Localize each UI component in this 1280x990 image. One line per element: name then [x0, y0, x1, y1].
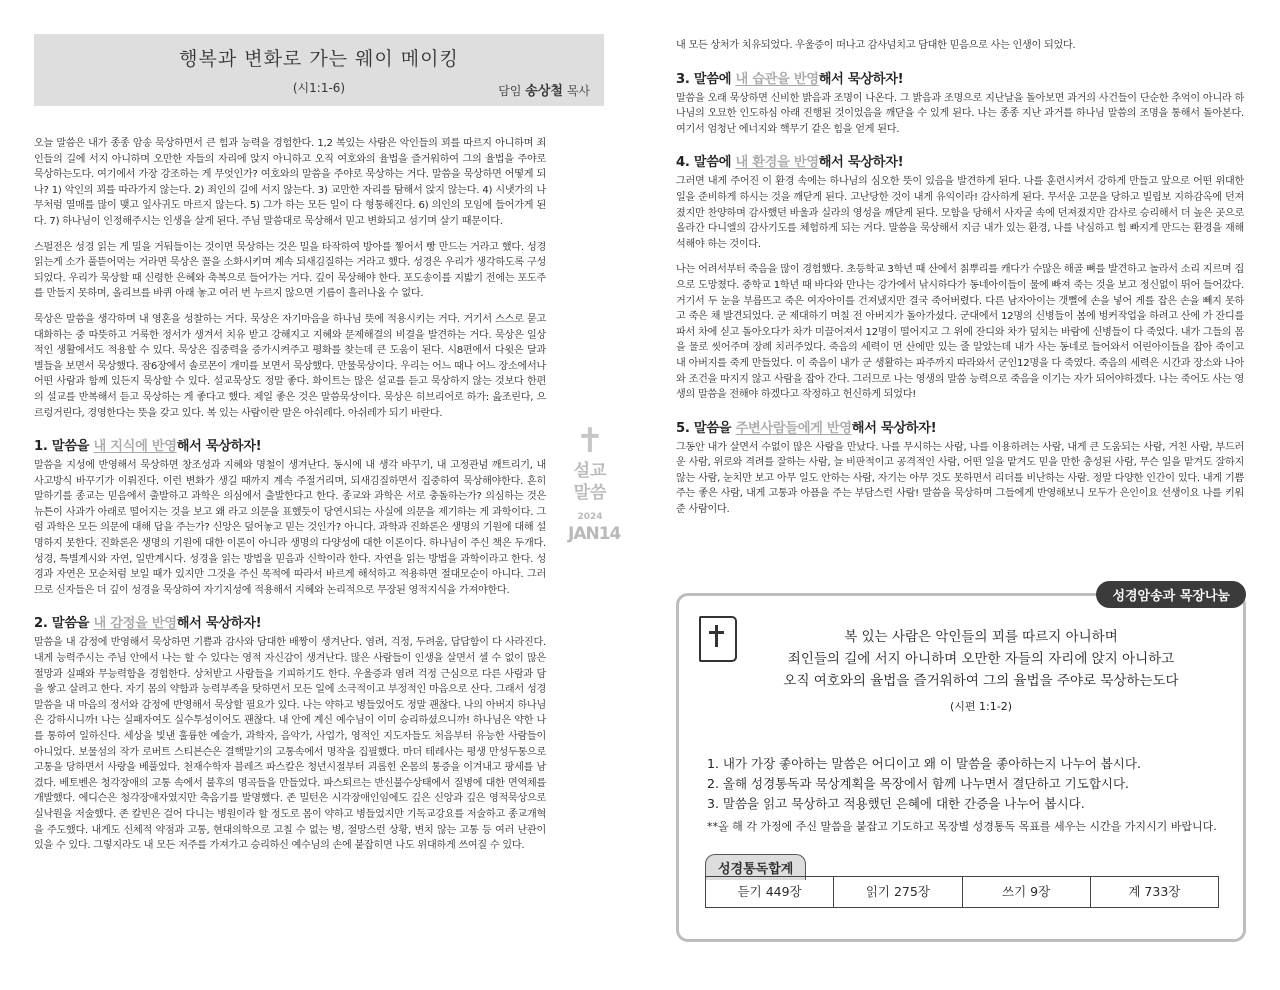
box-note: **올 해 각 가정에 주신 말씀을 붙잡고 기도하고 목장별 성경통독 목표를 세우는 시간을 가지시기 바랍니다.	[707, 820, 1217, 833]
total-sum: 계 733장	[1128, 884, 1181, 899]
reading-totals-row	[705, 876, 1219, 908]
section-4-text: 그러면 내게 주어진 이 환경 속에는 하나님의 심오한 뜻이 있음을 발견하게 된다. 나를 훈련시켜서 강하게 만들고 앞으로 어떤 위대한 일을 준비하게 하시는 것을 깨닫게 된다. 고난당한 것이 내게 유익이라! 감사하게 된다. 무서운 고문을 당하고 빌립보 지하감옥에 던져졌지만 찬양하며 감사했던 바울과 실라의 영성을 깨닫게 된다. 모함을 당해서 사자굴 속에 던져졌지만 감사로 승리해서 더 높은 곳으로 올라간 다니엘의 감사기도를 체험하게 되는 거다. 말씀을 묵상해서 지금 내가 있는 환경, 나를 낙심하고 힘 빠지게 만드는 환경을 재해석해야 하는 것이다.	[676, 176, 1244, 250]
sermon-header	[34, 34, 604, 106]
continued-line: 내 모든 상처가 치유되었다. 우울증이 떠나고 감사넘치고 담대한 믿음으로 사는 인생이 되었다.	[676, 40, 1076, 51]
intro-paragraph-2: 스펄전은 성경 읽는 게 밀을 거둬들이는 것이면 묵상하는 것은 밀을 타작하여 방아를 찧어서 빵 만드는 거라고 했다. 성경읽는게 소가 풀뜯어먹는 거라면 묵상은 꼴을 소화시키며 계속 되새김질하는 거라고 했다. 성경은 우리가 생각하도록 구성되었다. 우리가 묵상할 때 신령한 은혜와 축복으로 들어가는 거다. 깊이 묵상해야 한다. 포도송이를 지밟기 전에는 포도주를 만들지 못하며, 올리브를 바퀴 아래 놓고 여러 번 누르지 않으면 기름이 흘러나올 수 없다.	[34, 241, 546, 300]
author-role: 담임	[498, 84, 522, 98]
sermon-verse-ref: (시1:1-6)	[292, 81, 346, 95]
section-5-text: 그동안 내가 살면서 수없이 많은 사람을 만났다. 나를 무시하는 사람, 나를 이용하려는 사람, 내게 큰 도움되는 사람, 거친 사람, 부드러운 사람, 위로와 격려를 잘하는 사람, 늘 비판적이고 공격적인 사람, 어떤 일을 맡겨도 믿을 만한 충성된 사람, 무슨 일을 맡겨도 잘하지 않는 사람, 눈치만 보고 아무 일도 안하는 사람, 자기는 아무 것도 못하면서 리더를 비난하는 사람. 정말 다양한 인간이 있다. 내게 기쁨 주는 좋은 사람, 내게 고통과 아픔을 주는 부담스런 사람! 말씀을 묵상하며 그들에게 반영해보니 모두가 은인이요 선생이요 나를 키워준 사람이다.	[676, 441, 1244, 516]
memory-verse	[739, 626, 1223, 718]
sermon-author	[498, 80, 590, 99]
side-category: 설교 말씀	[573, 461, 607, 503]
author-name: 송상철	[525, 84, 563, 99]
right-page	[640, 0, 1280, 990]
reading-totals-label: 성경통독합계	[705, 854, 806, 880]
section-2-text: 말씀을 내 감정에 반영해서 묵상하면 기쁨과 감사와 담대한 배짱이 생겨난다. 염려, 걱정, 두려움, 답답함이 다 사라진다. 내게 능력주시는 주님 안에서 나는 할 수 있다는 영적 자신감이 생겨난다. 많은 사람들이 인생을 살면서 셀 수 없이 많은 절망과 실패와 무능력함을 경험한다. 상처받고 사람들을 기피하기도 한다. 우울증과 염려 걱정 근심으로 다른 사람과 담을 쌓고 살려고 한다. 자기 몸의 약함과 능력부족을 탓하면서 모든 일에 소극적이고 부정적인 마음으로 산다. 그래서 성경말씀을 내 마음의 정서와 감정에 반영해서 묵상할 필요가 있다. 나는 약하고 병들었어도 정말 괜찮다. 나의 아버지 하나님은 강하시니까! 나는 실패자여도 실수투성이어도 괜찮다. 내 안에 계신 예수님이 이미 승리하셨으니까! 하나님은 약한 나를 통하여 일하신다. 세상을 빛낸 훌륭한 예술가, 과학자, 음악가, 사업가, 영적인 지도자들도 처음부터 유능한 사람들이 아니었다. 보물섬의 작가 로버트 스티븐슨은 결핵말기의 고통속에서 명작을 집필했다. 마더 테레사는 평생 만성두통으로 고통을 당하면서 사랑을 베풀었다. 천재수학자 블레즈 파스칼은 청년시절부터 괴롭힌 온몸의 통증을 이겨내고 팡세를 남겼다. 베토벤은 청각장애의 고통 속에서 불후의 명곡들을 만들었다. 파스퇴르는 반신불수상태에서 질병에 대한 면역체를 개발했다. 에디슨은 청각장애자였지만 축음기를 발명했다. 존 밀턴은 시각장애인임에도 깊은 신앙과 깊은 영적묵상으로 실낙원을 저술했다. 존 칼빈은 걸어 다니는 병원이라 할 정도로 몸이 약하고 병들었지만 기독교강요를 저술하고 종교개혁을 주도했다. 내게도 신체적 약점과 고통, 현대의학으로 고칠 수 없는 병, 절망스런 상황, 변치 않는 고통 등 여러 난관이 있을 수 있다. 그렇지라도 내 모든 저주를 가져가고 승리하신 예수님의 손에 붙잡히면 나도 위대하게 쓰여질 수 있다.	[34, 637, 546, 852]
total-listen: 듣기 449장	[706, 877, 834, 907]
section-2-heading: 2. 말씀을 내 감정을 반영해서 묵상하자!	[34, 616, 262, 632]
section-5-heading: 5. 말씀을 주변사람들에게 반영해서 묵상하자!	[676, 420, 937, 436]
intro-paragraph-3: 묵상은 말씀을 생각하며 내 영혼을 성찰하는 거다. 묵상은 자기마음을 하나님 뜻에 적용시키는 거다. 거기서 스스로 묻고 대화하는 중 따뜻하고 거룩한 정서가 생겨서 치유 받고 강해지고 지혜와 문제해결의 비결을 발견하는 거다. 묵상은 일상적인 생활에서도 적용할 수 있다. 묵상은 집중력을 증가시켜주고 평화를 찾는데 큰 도움이 된다. 시8편에서 다윗은 달과 별들을 보면서 묵상했다. 잠6장에서 솔로몬이 개미를 보면서 묵상했다. 만물묵상이다. 우리는 어느 때나 어느 장소에서나 어떤 사람과 함께 있든지 묵상할 수 있다. 설교묵상도 정말 좋다. 화이트는 많은 설교를 듣고 묵상하지 않는 것보다 한편의 설교를 반복해서 듣고 묵상하는 게 좋다고 했다. 제일 좋은 것은 말씀묵상이다. 묵상은 히브리어로 하가: 읊조린다, 으르렁거린다, 경영한다는 뜻을 갖고 있다. 복 있는 사람이란 말은 아쉬레다. 아쉬레가 되기 바란다.	[34, 313, 546, 419]
left-page	[0, 0, 620, 990]
story-paragraph: 나는 어려서부터 죽음을 많이 경험했다. 초등학교 3학년 때 산에서 칡뿌리를 캐다가 수많은 해골 뼈를 발견하고 놀라서 소리 지르며 집으로 도망쳤다. 중학교 1학년 때 바다와 만나는 강가에서 낚시하다가 동네아이들이 물에 빠져 죽는 것을 보고 정신없이 뛰어 들어갔다. 거기서 두 눈을 부릅뜨고 죽은 여자아이를 건져냈지만 결국 죽어버렸다. 다른 남자아이는 갯뻘에 손을 넣어 게를 잡은 손을 빼지 못하고 죽은 채 발견되었다. 군 제대하기 며칠 전 아버지가 돌아가셨다. 군대에서 12명의 신병들이 봄에 벙커작업을 하려고 산에 가 잔디를 파서 차에 싣고 돌아오다가 차가 미끌어져서 12명이 떨어지고 그 위에 잔디와 차가 덮치는 바람에 신병들이 다 죽었다. 내가 그들의 몸을 물로 씻어주며 장례 치러주었다. 죽음의 세력이 먼 산에만 있는 줄 알았는데 내가 사는 동네로 들어와서 어린아이들을 잡아 죽이고 내 아버지를 죽게 만들었다. 이 죽음이 내가 군 생활하는 파주까지 따라와서 군인12명을 다 죽였다. 죽음의 세력은 시간과 장소와 나아와 조건을 따지지 않고 사람을 잡아 간다. 그러므로 나는 영생의 말씀 능력으로 죽음을 이기는 자가 되어야하겠다. 나는 죽어도 사는 영생의 말씀을 전해야 하겠다고 작정하고 헌신하게 되었다!	[676, 264, 1244, 401]
side-year: 2024	[577, 512, 603, 522]
intro-paragraph-1: 오늘 말씀은 내가 종종 암송 묵상하면서 큰 힘과 능력을 경험한다. 1,2 복있는 사람은 악인들의 꾀를 따르지 아니하며 죄인들의 길에 서지 아니하며 오만한 자들의 자리에 앉지 아니하고 오직 여호와의 율법을 즐거워하여 그의 율법을 주야로 묵상하는도다. 여기에서 가장 강조하는 게 무엇인가? 여호와의 말씀을 주야로 묵상하는 거다. 말씀을 묵상하면 어떻게 되나? 1) 악인의 꾀를 따라가지 않는다. 2) 죄인의 길에 서지 않는다. 3) 교만한 자리를 탐해서 앉지 않는다. 4) 시냇가의 나무처럼 열매를 많이 맺고 잎사귀도 마르지 않는다. 5) 그가 하는 모든 일이 다 형통해진다. 6) 의인의 모임에 들어가게 된다. 7) 하나님이 인정해주시는 인생을 살게 된다. 주님 말씀대로 묵상해서 믿고 변화되고 섬기며 살기 때문이다.	[34, 138, 546, 227]
sermon-title: 행복과 변화로 가는 웨이 메이킹	[179, 48, 459, 70]
section-1-text: 말씀을 지성에 반영해서 묵상하면 창조성과 지혜와 명철이 생겨난다. 동시에 내 생각 바꾸기, 내 고정관념 깨트리기, 내 사고방식 바꾸기가 이뤄진다. 이런 변화가 생길 때까지 계속 주절거리며, 되새김질하면서 집중하여 묵상해야한다. 흔히 말하기를 종교는 믿음에서 출발하고 과학은 의심에서 출발한다고 한다. 종교와 과학은 서로 충돌하는가? 의심하는 것은 뉴튼이 사과가 아래로 떨어지는 것을 보고 왜 라고 의문을 표했듯이 당연시되는 사실에 의문을 제기하는 게 과학이다. 그럼 과학은 모든 의문에 대해 답을 주는가? 신앙은 덮어놓고 믿는 것인가? 아니다. 과학과 진화론은 생명의 기원에 대해 설명하지 못한다. 진화론은 생명의 기원에 대한 이론이 아니라 생명의 다양성에 대한 이론이다. 하나님이 주신 책은 두개다. 성경, 특별계시와 자연, 일반계시다. 성경을 읽는 방법을 믿음과 신학이라 한다. 자연을 읽는 방법을 과학이라고 한다. 성경과 자연은 모순처럼 보일 때가 있지만 그것을 주신 목적에 따라서 바르게 해석하고 적용하면 절대모순이 아니다. 그러므로 신자들은 더 깊이 성경을 묵상하여 자기지성에 적용해서 지혜와 논리적으로 무장된 영적지식을 가져야한다.	[34, 460, 546, 596]
question-item: 3. 말씀을 읽고 묵상하고 적용했던 은혜에 대한 간증을 나누어 봅시다.	[707, 796, 1085, 811]
memory-line: 오직 여호와의 율법을 즐거워하여 그의 율법을 주야로 묵상하는도다	[783, 673, 1179, 689]
memory-verse-ref: (시편 1:1-2)	[949, 700, 1012, 713]
right-body	[676, 38, 1244, 528]
sermon-side-label	[568, 421, 621, 544]
question-item: 1. 내가 가장 좋아하는 말씀은 어디이고 왜 이 말씀을 좋아하는지 나누어 봅시다.	[707, 756, 1141, 771]
discussion-questions	[707, 754, 1223, 814]
total-read: 읽기 275장	[834, 877, 962, 907]
section-1-heading: 1. 말씀을 내 지식에 반영해서 묵상하자!	[34, 439, 262, 455]
author-title: 목사	[566, 84, 590, 98]
total-write: 쓰기 9장	[963, 877, 1091, 907]
side-date: JAN14	[568, 524, 621, 544]
sermon-body	[34, 136, 546, 864]
section-3-heading: 3. 말씀에 내 습관을 반영해서 묵상하자!	[676, 71, 904, 87]
section-4-heading: 4. 말씀에 내 환경을 반영해서 묵상하자!	[676, 155, 904, 171]
box-title-badge: 성경암송과 목장나눔	[1096, 581, 1246, 608]
memorization-sharing-box	[676, 589, 1246, 942]
section-3-text: 말씀을 오래 묵상하면 신비한 밝음과 조명이 나온다. 그 밝음과 조명으로 지난날을 돌아보면 과거의 사건들이 단순한 추억이 아니라 하나님의 오묘한 인도하심 아래 진행된 것이었음을 깨닫을 수 있게 된다. 나는 종종 지난 과거를 하나님 말씀의 조명을 통해서 돌아본다. 여기서 엄청난 에너지와 핵무기 같은 힘을 얻게 된다.	[676, 92, 1244, 135]
question-item: 2. 올해 성경통독과 묵상계획을 목장에서 함께 나누면서 결단하고 기도합시다.	[707, 776, 1130, 791]
memory-line: 죄인들의 길에 서지 아니하며 오만한 자들의 자리에 앉지 아니하고	[787, 651, 1175, 667]
cross-icon: ✝	[575, 421, 605, 461]
bible-icon	[699, 616, 737, 662]
memory-line: 복 있는 사람은 악인들의 꾀를 따르지 아니하며	[844, 629, 1118, 645]
